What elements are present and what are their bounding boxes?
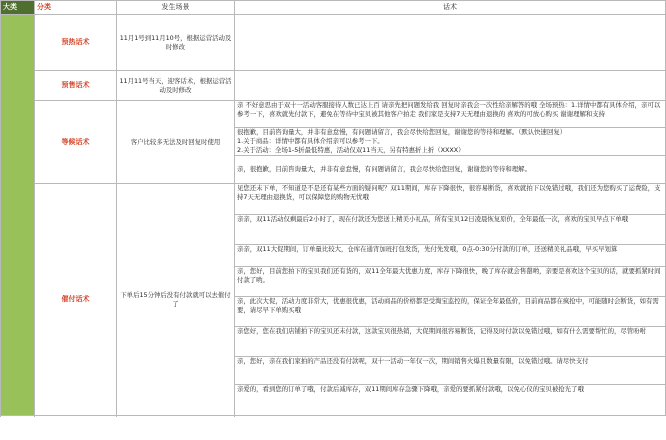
scenario-cell: 下单后15分钟后没有付款就可以去催付了: [117, 184, 235, 416]
table-row-presale: [1, 71, 666, 101]
script-line: 亲，此次大促，活动力度非常大，优惠很优惠，活动商品的价格都是受淘宝监控的，保证全年最低价，目前商品都在疯抢中，可能随时会断货，如有需要，请尽早下单购买哦: [235, 296, 665, 326]
header-classification: 分类: [35, 1, 117, 15]
script-line: 见您还未下单，不知道是不是还有某些方面的疑问呢？双11期间，库存下降很快，很容易断货，喜欢就拍下以免错过哦，我们还为您购买了运费险，支持7天无理由退换货，可以保障您的购物无忧哦: [235, 184, 665, 214]
classification-cell: 预售话术: [35, 71, 117, 101]
category-cell: [1, 15, 35, 416]
script-block: [235, 101, 666, 128]
script-line: 亲您好，您在我们店铺拍下的宝贝还未付款，这款宝贝很热销，大促期间很容易断货，记得及时付款以免错过哦，如有什么需要帮忙的，尽管吩咐: [235, 326, 665, 356]
header-row: [1, 1, 666, 15]
script-line: 2.关于活动：全场1-5折最低特惠，活动仅双11当天，另有特惠折上折（XXXX）: [237, 146, 465, 154]
script-block: [235, 128, 666, 156]
table-row-preheat: [1, 15, 666, 71]
scenario-cell: 11月11号当天，迎客话术，根据运营活动及时修改: [117, 71, 235, 101]
classification-cell: 等候话术: [35, 101, 117, 184]
script-line: 很抱歉，目前咨询量大，并非有意怠慢，有问题请留言，我会尽快给您回复，谢谢您的等待和理解。（默认快速回复）: [237, 128, 567, 136]
script-line: 亲 不好意思由于双十一活动客服接待人数已达上百 请亲先把问题发给我 回复时亲我会一次性给亲解答的哦 全场预热：1.详情中都有具体介绍，亲可以参考一下，喜欢就先付款下，避免在等待中宝贝被其他客户拍走 我们家是支持7天无理由退换的 喜欢的可放心购买 谢谢理解和支持: [237, 101, 661, 118]
script-line: 亲，您好，目前您拍下的宝贝我们还有货的，双11全年最大优惠力度，库存下降很快，晚了库存就会售罄哟，亲要是喜欢这个宝贝的话，就要抓紧时间付款了哟。: [235, 266, 665, 296]
script-cell: [235, 184, 666, 416]
script-line: 亲爱的，看到您的订单了哦，付款后减库存，双11期间库存急骤下降哦，亲爱的要抓紧付款哦，以免心仪的宝贝被抢光了哦: [237, 384, 584, 393]
script-line: 亲亲，双11活动仅剩最后2小时了，现在付款还为您送上精美小礼品，所有宝贝12日凌晨恢复原价，全年最低一次，喜欢的宝贝早点下单哦: [235, 214, 665, 244]
header-script: 话术: [235, 1, 666, 15]
script-line: 亲，很抱歉，目前咨询量大，并非有意怠慢，有问题请留言，我会尽快给您回复，谢谢您的等待和理解。: [237, 165, 531, 173]
classification-cell: 催付话术: [35, 184, 117, 416]
scenario-cell: 客户比较多无法及时回复时使用: [117, 101, 235, 184]
script-cell: [235, 71, 666, 101]
header-category: 大类: [1, 1, 35, 15]
urge-script-list: [235, 184, 665, 412]
header-scenario: 发生场景: [117, 1, 235, 15]
table-row-waiting: [1, 101, 666, 128]
scenario-cell: 11月1号到11月10号，根据运营活动及时修改: [117, 15, 235, 71]
script-line: 1.关于商品：详情中都有具体介绍亲可以参考一下。: [237, 137, 384, 145]
script-cell: [235, 15, 666, 71]
script-line: 亲，您好，亲在我们家拍的产品还没有付款呢，双十一活动一年仅一次，期间销售火爆且数量有限，以免错过哦。请尽快支付: [235, 356, 665, 384]
table-row-urge-payment: [1, 184, 666, 416]
script-line: 亲亲，双11大促期间，订单量比较大，仓库在通宵加班打包发货，先付先发哦，0点-0:30分付款的订单，还送精美礼品哦，早买早划算: [235, 244, 665, 266]
classification-cell: 预热话术: [35, 15, 117, 71]
script-block: [235, 156, 666, 184]
